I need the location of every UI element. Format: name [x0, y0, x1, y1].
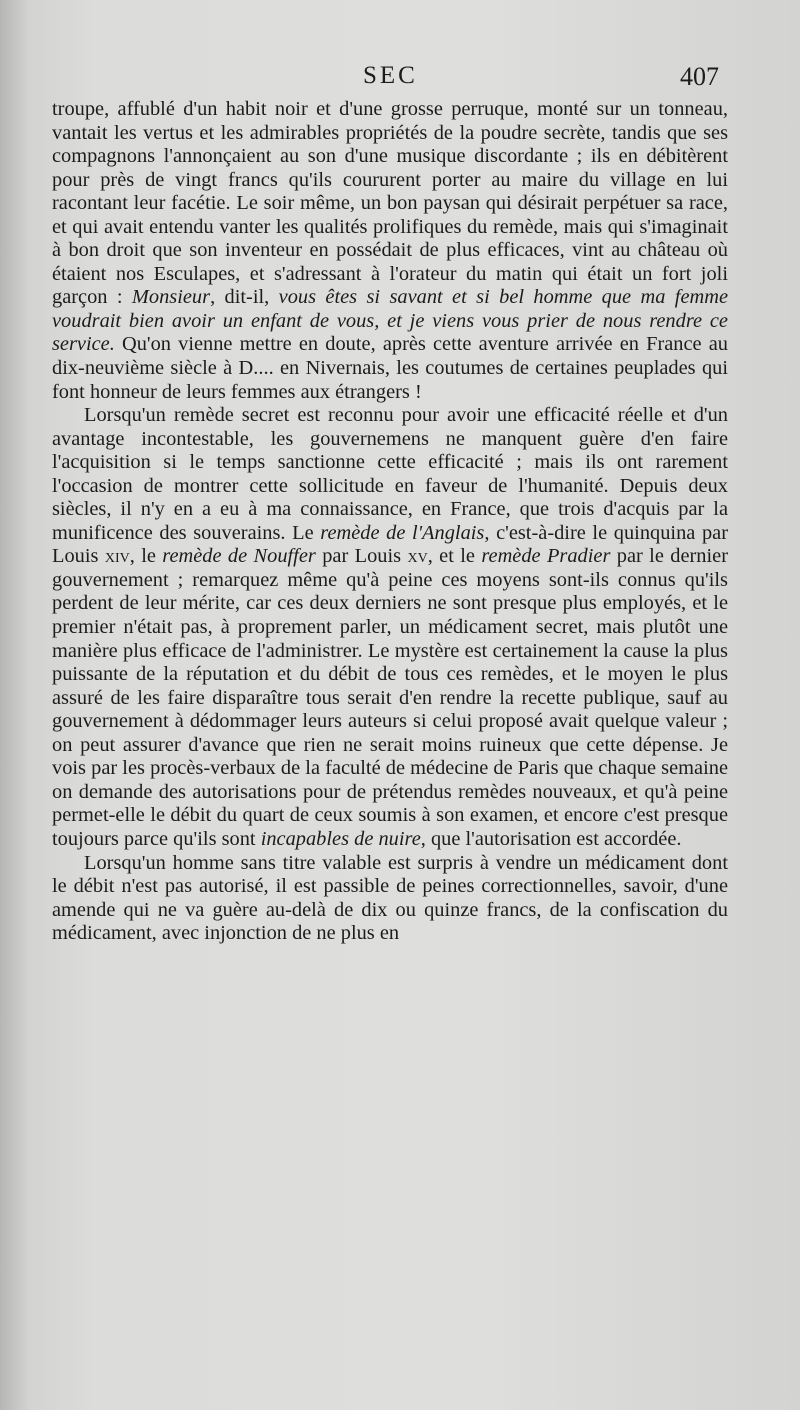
running-title: SEC [363, 62, 418, 89]
italic-text: remède Pradier [481, 545, 611, 568]
text-run: Lorsqu'un homme sans titre valable est surpris à vendre un médicament dont le débit n'est pas autorisé, il est passible de peines correctionnelles, savoir, d'une amende qui ne va guère au-delà de dix ou quinze francs, de la confiscation du médicament, avec injonction de ne plus en [52, 851, 728, 945]
italic-text: Monsieur [131, 286, 211, 309]
paragraph [52, 404, 728, 851]
text-run: , que l'autorisation est accordée. [420, 827, 682, 850]
text-run: , dit-il, [210, 286, 279, 309]
paragraph [52, 852, 728, 946]
page-number: 407 [680, 62, 719, 91]
text-run: , c'est-à-dire le quinquina par Louis [52, 521, 728, 568]
small-caps-text: xv [407, 545, 428, 568]
text-run: Qu'on vienne mettre en doute, après cette aventure arrivée en France au dix-neuvième siècle à D.... en Nivernais, les coutumes de certaines peuplades qui font honneur de leurs femmes aux étrangers ! [52, 333, 728, 403]
italic-text: remède de l'Anglais [320, 521, 485, 544]
text-run: par le dernier gouvernement ; remarquez même qu'à peine ces moyens sont-ils connus qu'ils perdent de leur mérite, car ces deux derniers ne sont presque plus employés, et le premier n'était pas, à proprement parler, un médicament secret, mais plutôt une manière plus efficace de l'administrer. Le mystère est certainement la cause la plus puissante de la réputation et du débit de tous ces remèdes, et le moyen le plus assuré de les faire disparaître tous serait d'en rendre la recette publique, sauf au gouvernement à dédommager leurs auteurs si celui proposé avait quelque valeur ; on peut assurer d'avance que rien ne serait moins ruineux que cette dépense. Je vois par les procès-verbaux de la faculté de médecine de Paris que chaque semaine on demande des autorisations pour de prétendus remèdes nouveaux, et qu'à peine permet-elle le débit du quart de ceux soumis à son examen, et encore c'est presque toujours parce qu'ils sont [52, 545, 729, 850]
text-run: , le [129, 545, 163, 568]
text-run: , et le [427, 545, 482, 568]
italic-text: incapables de nuire [260, 827, 421, 850]
text-run: par Louis [315, 545, 408, 568]
italic-text: vous êtes si savant et si bel homme que ma femme voudrait bien avoir un enfant de vous, et je viens vous prier de nous rendre ce service. [52, 286, 728, 356]
small-caps-text: xiv [104, 545, 130, 568]
italic-text: remède de Nouffer [162, 545, 316, 568]
gutter-shadow [0, 0, 30, 1410]
text-run: troupe, affublé d'un habit noir et d'une grosse perruque, monté sur un tonneau, vantait les vertus et les admirables propriétés de la poudre secrète, tandis que ses compagnons l'annonçaient au son d'une musique discordante ; ils en débitèrent pour près de vingt francs qu'ils coururent porter au maire du village en lui racontant leur facétie. Le soir même, un bon paysan qui désirait perpétuer sa race, et qui avait entendu vanter les qualités prolifiques du remède, mais qui s'imaginait à bon droit que son inventeur en possédait de plus efficaces, vint au château où étaient nos Esculapes, et s'adressant à l'orateur du matin qui était un fort joli garçon : [52, 98, 728, 309]
text-run: Lorsqu'un remède secret est reconnu pour avoir une efficacité réelle et d'un avantage incontestable, les gouvernemens ne manquent guère d'en faire l'acquisition si le temps sanctionne cette efficacité ; mais ils ont rarement l'occasion de montrer cette sollicitude en faveur de l'humanité. Depuis deux siècles, il n'y en a eu à ma connaissance, en France, que trois d'acquis par la munificence des souverains. Le [52, 404, 728, 544]
paragraph [52, 98, 728, 404]
body-text [52, 98, 728, 946]
running-head [0, 62, 800, 98]
